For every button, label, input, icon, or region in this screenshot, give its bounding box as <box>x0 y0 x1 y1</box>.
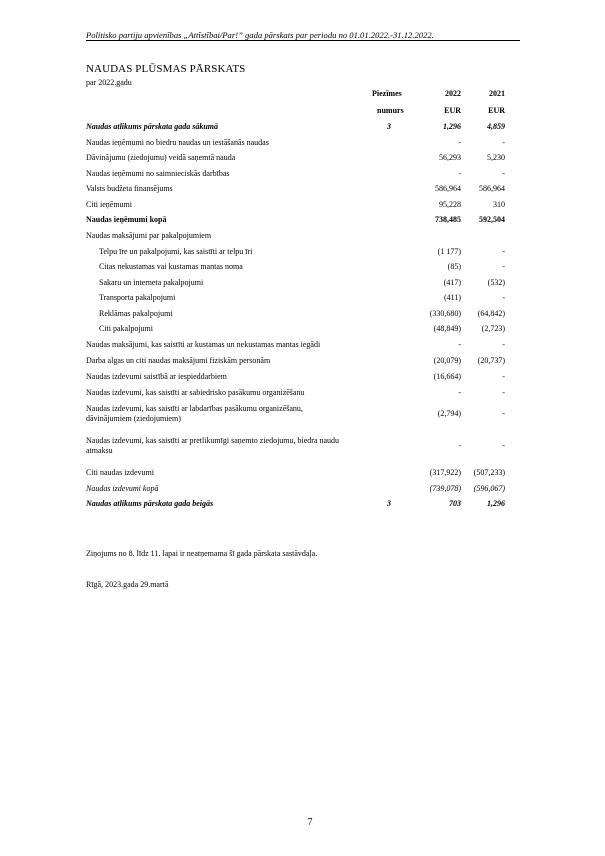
column-2021-header: 2021 <box>489 89 505 98</box>
row-label: Naudas maksājumi par pakalpojumiem <box>86 231 212 240</box>
place-date: Rīgā, 2023.gada 29.martā <box>86 580 169 589</box>
row-value-2022: (739,078) <box>429 484 461 493</box>
row-value-2021: (20,737) <box>477 356 505 365</box>
row-value-2021: - <box>502 441 505 450</box>
row-value-2022: - <box>458 169 461 178</box>
row-value-2021: - <box>502 372 505 381</box>
row-label: Naudas ieņēmumi kopā <box>86 215 167 224</box>
row-value-2022: (2,794) <box>437 409 461 418</box>
row-note: 3 <box>387 499 391 508</box>
row-value-2021: - <box>502 340 505 349</box>
column-2022-header: 2022 <box>445 89 461 98</box>
row-value-2022: 586,964 <box>435 184 461 193</box>
row-value-2022: 1,296 <box>443 122 461 131</box>
row-label: Naudas izdevumi, kas saistīti ar pretlikumīgi saņemto ziedojumu, biedra naudu atmaksu <box>86 436 340 455</box>
row-value-2021: 4,859 <box>487 122 505 131</box>
row-note: 3 <box>387 122 391 131</box>
row-label: Naudas atlikums pārskata gada sākumā <box>86 122 219 131</box>
row-label: Naudas ieņēmumi no saimnieciskās darbības <box>86 169 230 178</box>
document-header: Politisko partiju apvienības „Attīstībai/Par!” gada pārskats par periodu no 01.01.2022.-31.12.2022. <box>86 30 434 40</box>
row-value-2021: - <box>502 262 505 271</box>
report-subtitle: par 2022.gadu <box>86 78 132 87</box>
row-label: Darba algas un citi naudas maksājumi fiziskām personām <box>86 356 271 365</box>
report-title: NAUDAS PLŪSMAS PĀRSKATS <box>86 63 246 75</box>
row-label: Naudas ieņēmumi no biedru naudas un iestāšanās naudas <box>86 138 269 147</box>
row-value-2022: (1 177) <box>437 247 461 256</box>
row-label: Naudas izdevumi, kas saistīti ar sabiedrisko pasākumu organizēšanu <box>86 388 305 397</box>
row-label: Naudas izdevumi kopā <box>86 484 159 493</box>
row-label: Naudas maksājumi, kas saistīti ar kustamas un nekustamas mantas iegādi <box>86 340 321 349</box>
row-value-2021: (2,723) <box>481 324 505 333</box>
row-value-2022: 95,228 <box>439 200 461 209</box>
row-value-2021: - <box>502 388 505 397</box>
row-value-2021: - <box>502 247 505 256</box>
row-value-2022: (330,680) <box>429 309 461 318</box>
column-note-header-line1: Piezīmes <box>372 89 402 98</box>
row-label: Citi ieņēmumi <box>86 200 132 209</box>
row-value-2021: (596,067) <box>473 484 505 493</box>
row-value-2021: - <box>502 409 505 418</box>
row-value-2022: - <box>458 138 461 147</box>
row-label: Naudas izdevumi, kas saistīti ar labdarības pasākumu organizēšanu, dāvinājumiem (ziedojumiem) <box>86 404 303 423</box>
row-value-2021: (532) <box>487 278 505 287</box>
row-label: Transporta pakalpojumi <box>99 293 176 302</box>
row-value-2021: (64,842) <box>477 309 505 318</box>
header-rule <box>86 40 520 41</box>
row-label: Reklāmas pakalpojumi <box>99 309 173 318</box>
row-label: Sakaru un interneta pakalpojumi <box>99 278 204 287</box>
row-value-2022: 56,293 <box>439 153 461 162</box>
row-label: Valsts budžeta finansējums <box>86 184 173 193</box>
row-value-2022: (16,664) <box>433 372 461 381</box>
row-label: Citas nekustamas vai kustamas mantas noma <box>99 262 243 271</box>
row-label: Citi pakalpojumi <box>99 324 153 333</box>
row-label: Citi naudas izdevumi <box>86 468 154 477</box>
row-label: Dāvinājumu (ziedojumu) veidā saņemtā nauda <box>86 153 236 162</box>
row-label: Naudas izdevumi saistībā ar iespieddarbiem <box>86 372 227 381</box>
row-value-2021: - <box>502 293 505 302</box>
row-label: Naudas atlikums pārskata gada beigās <box>86 499 214 508</box>
page-number: 7 <box>307 817 313 828</box>
row-value-2022: 738,485 <box>435 215 461 224</box>
row-value-2021: 5,230 <box>487 153 505 162</box>
row-value-2021: - <box>502 169 505 178</box>
row-value-2021: 1,296 <box>487 499 505 508</box>
row-value-2022: (417) <box>443 278 461 287</box>
row-value-2022: - <box>458 388 461 397</box>
row-value-2022: - <box>458 441 461 450</box>
row-value-2022: (20,079) <box>433 356 461 365</box>
column-note-header-line2: numurs <box>377 106 404 115</box>
row-value-2022: (317,922) <box>429 468 461 477</box>
row-value-2022: (48,849) <box>433 324 461 333</box>
row-value-2021: - <box>502 138 505 147</box>
row-value-2022: - <box>458 340 461 349</box>
row-value-2022: 703 <box>449 499 461 508</box>
column-2022-currency: EUR <box>444 106 461 115</box>
row-value-2022: (85) <box>447 262 461 271</box>
row-value-2021: 586,964 <box>479 184 505 193</box>
column-2021-currency: EUR <box>488 106 505 115</box>
row-label: Telpu īre un pakalpojumi, kas saistīti ar telpu īri <box>99 247 253 256</box>
row-value-2021: (507,233) <box>473 468 505 477</box>
row-value-2021: 592,504 <box>479 215 505 224</box>
footnote: Ziņojums no 8. līdz 11. lapai ir neatņemama šī gada pārskata sastāvdaļa. <box>86 549 318 558</box>
row-value-2022: (411) <box>443 293 461 302</box>
row-value-2021: 310 <box>493 200 505 209</box>
